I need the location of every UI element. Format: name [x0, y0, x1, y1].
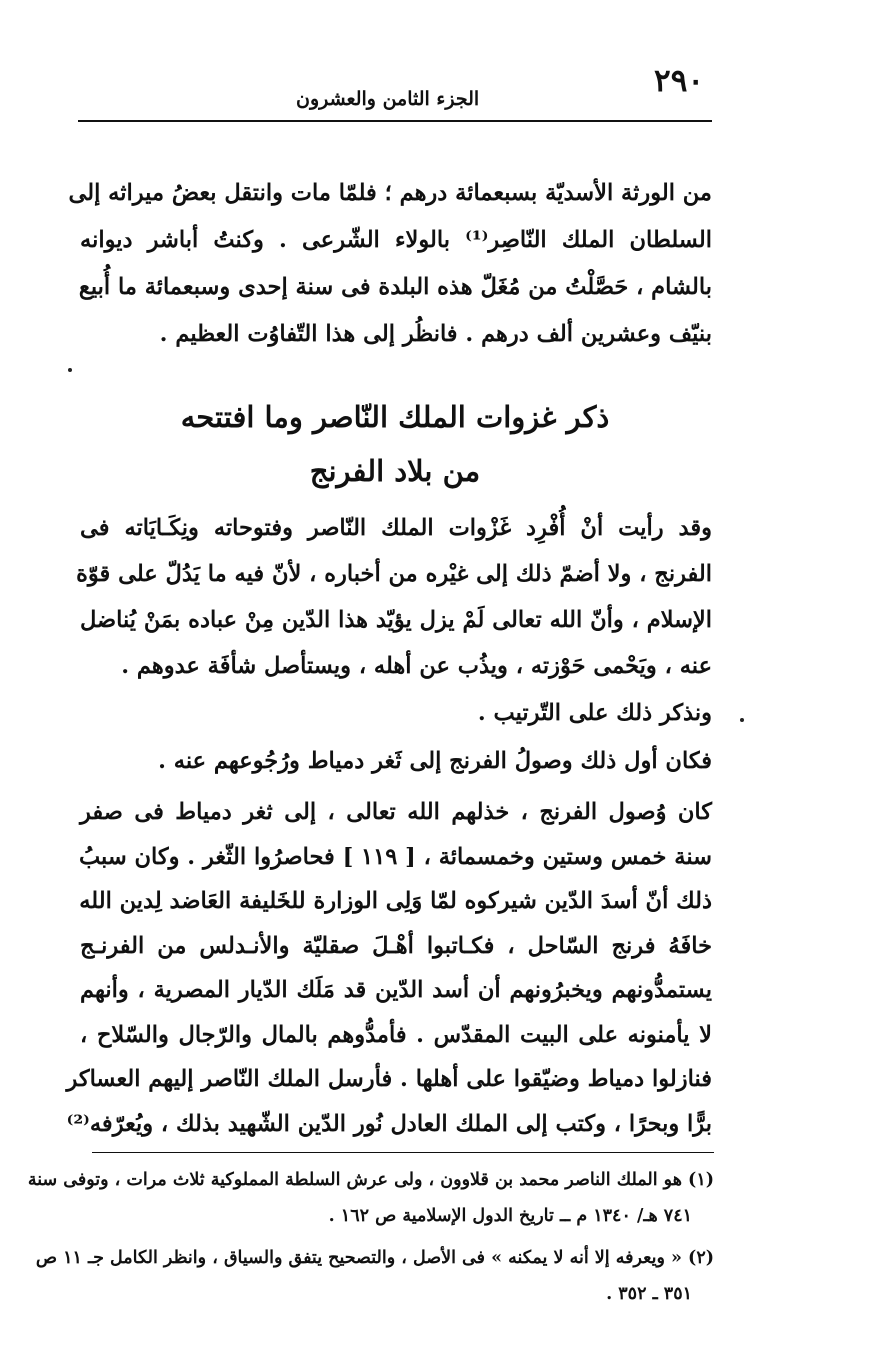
footnote-line: ٧٤١ هـ/ ١٣٤٠ م ــ تاريخ الدول الإسلامية ص ١٦٢ . [328, 1206, 692, 1226]
footnote-rule [92, 1152, 714, 1153]
footnote-1 [27, 1162, 714, 1234]
running-header [78, 60, 710, 118]
text-line: الفرنج ، ولا أضمّ ذلك إلى غيْره من أخباره ، لأنّ فيه ما يَدُلّ على قوّة [76, 561, 712, 587]
text-line: وقد رأيت أنْ أُفْرِد غَزْوات الملك النّاصر وفتوحاته ونِكَـايَاته فى [80, 515, 712, 541]
text-line: الإسلام ، وأنّ الله تعالى لَمْ يزل يؤيّد هذا الدّين مِنْ عباده بمَنْ يُناضل [80, 607, 712, 633]
header-rule [78, 120, 712, 122]
footnote-2 [35, 1240, 714, 1312]
text-line: يستمدُّونهم ويخبرُونهم أن أسد الدّين قد مَلَك الدّيار المصرية ، وأنهم [80, 977, 712, 1003]
text-line: عنه ، ويَحْمى حَوْزته ، ويذُب عن أهله ، ويستأصل شأفَة عدوهم . [121, 653, 712, 679]
section-heading-line-2: من بلاد الفرنج [309, 454, 481, 488]
text-line: السلطان الملك النّاصِر⁽¹⁾ بالولاء الشّرعى . وكنتُ أباشر ديوانه [80, 227, 712, 253]
footnote-line: ٣٥١ ـ ٣٥٢ . [606, 1284, 692, 1304]
footnote-line: (١) هو الملك الناصر محمد بن قلاوون ، ولى عرش السلطة المملوكية ثلاث مرات ، وتوفى سنة [27, 1170, 714, 1190]
text-line: سنة خمس وستين وخمسمائة ، [ ١١٩ ] فحاصرُوا الثّغر . وكان سببُ [78, 843, 712, 870]
text-line: فكان أول ذلك وصولُ الفرنج إلى ثَغر دمياط ورُجُوعهم عنه . [158, 748, 712, 774]
text-line: برًّا وبحرًا ، وكتب إلى الملك العادل نُور الدّين الشّهيد بذلك ، ويُعرّفه⁽²⁾ [66, 1110, 712, 1137]
paragraph-order-note [80, 690, 712, 736]
running-title: الجزء الثامن والعشرون [296, 88, 480, 110]
text-line: لا يأمنونه على البيت المقدّس . فأمدُّوهم بالمال والرّجال والسّلاح ، [80, 1021, 712, 1048]
section-heading-line-1: ذكر غزوات الملك النّاصر وما افتتحه [180, 400, 610, 434]
text-line: ذلك أنّ أسدَ الدّين شيركوه لمّا وَلِى الوزارة للخَليفة العَاضد لِدين الله [79, 888, 712, 914]
text-line: خافَهُ فرنج السّاحل ، فكـاتبوا أهْـلَ صقليّة والأنـدلس من الفرنـج [80, 932, 712, 959]
intro-paragraph [68, 170, 712, 358]
text-line: بالشام ، حَصَّلْتُ من مُغَلّ هذه البلدة فى سنة إحدى وسبعمائة ما أُبيع [78, 274, 712, 300]
paragraph-damietta-intro [80, 738, 712, 784]
text-line: بنيّف وعشرين ألف درهم . فانظُر إلى هذا التّفاوُت العظيم . [159, 321, 712, 347]
page-number: ٢٩٠ [654, 63, 704, 99]
text-line: ونذكر ذلك على التّرتيب . [477, 700, 712, 726]
scan-speck [740, 718, 744, 722]
paragraph-damietta-siege [66, 790, 712, 1146]
scan-speck [68, 368, 72, 372]
text-line: فنازلوا دمياط وضيّقوا على أهلها . فأرسل الملك النّاصر إليهم العساكر [66, 1066, 712, 1092]
footnote-line: (٢) « ويعرفه إلا أنه لا يمكنه » فى الأصل ، والتصحيح يتفق والسياق ، وانظر الكامل جـ ١١ ص [35, 1248, 714, 1268]
text-line: من الورثة الأسديّة بسبعمائة درهم ؛ فلمّا مات وانتقل بعضُ ميراثه إلى [68, 180, 712, 206]
text-line: كان وُصول الفرنج ، خذلهم الله تعالى ، إلى ثغر دمياط فى صفر [80, 799, 712, 825]
paragraph-intro-raids [76, 505, 712, 689]
